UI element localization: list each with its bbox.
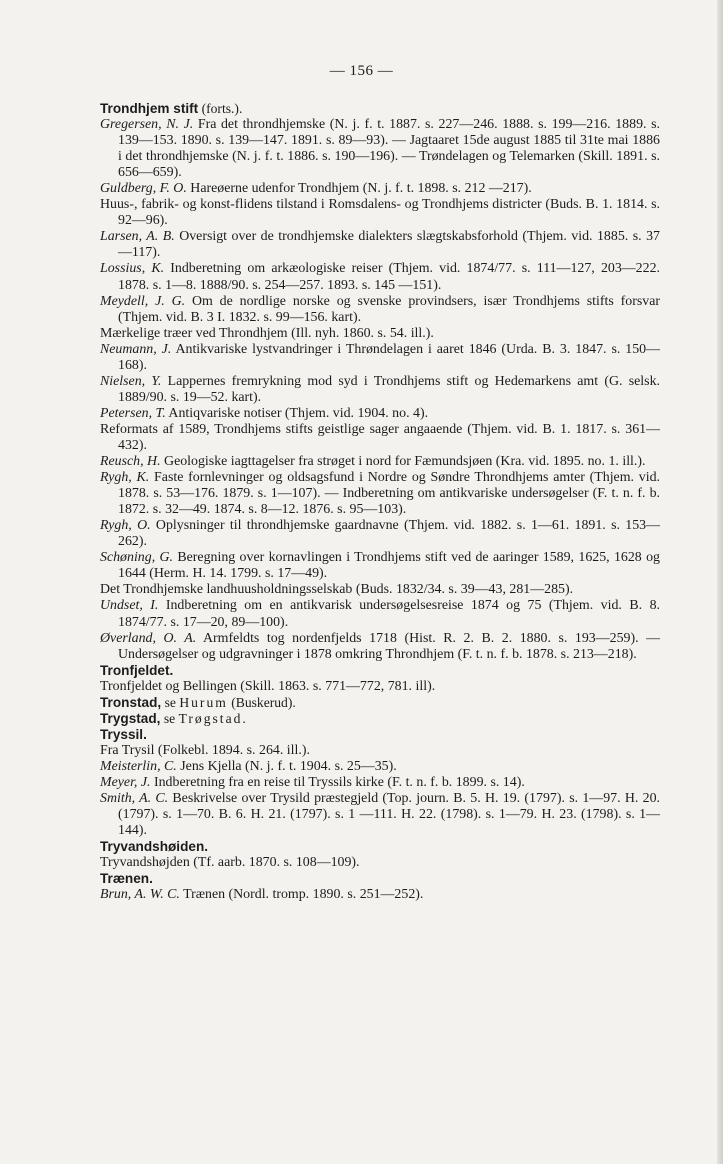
entry-author: Petersen, T.	[100, 405, 166, 421]
entry-text: Antiqvariske notiser (Thjem. vid. 1904. no. 4).	[165, 405, 429, 421]
bibliography-entry	[100, 631, 660, 663]
bibliography-entry	[100, 261, 660, 293]
heading-title: Trondhjem stift	[100, 101, 199, 116]
bibliography-entry	[100, 406, 660, 422]
bibliography-entry	[100, 181, 660, 197]
entry-author: Meydell, J. G.	[100, 293, 186, 309]
entry-text: Hareøerne udenfor Trondhjem (N. j. f. t. 1898. s. 212 —217).	[186, 181, 532, 197]
entry-text: Tronfjeldet og Bellingen (Skill. 1863. s. 771—772, 781. ill).	[100, 678, 436, 694]
entry-text: Beskrivelse over Trysild præstegjeld (Top. journ. B. 5. H. 19. (1797). s. 1—97. H. 20. (1797). s. 1—70. B. 6. H. 21. (1797). s. 1 —111. H. 22. (1798). s. 1—79. H. 23. (1798). s. 1—144).	[118, 791, 660, 839]
entry-author: Gregersen, N. J.	[100, 117, 194, 133]
section-heading	[100, 101, 660, 117]
bibliography-entry	[100, 887, 660, 903]
entry-author: Rygh, O.	[100, 518, 151, 534]
entry-text: Indberetning fra en reise til Tryssils kirke (F. t. n. f. b. 1899. s. 14).	[150, 774, 525, 790]
heading-title: Tronfjeldet.	[100, 662, 174, 678]
entry-text: Armfeldts tog nordenfjelds 1718 (Hist. R. 2. B. 2. 1880. s. 193—259). — Undersøgelser og udgravninger i 1878 omkring Throndhjem (F. t. n. f. b. 1878. s. 213—218).	[118, 630, 661, 662]
entry-author: Larsen, A. B.	[100, 229, 175, 245]
cross-reference-region: (Buskerud).	[227, 694, 296, 710]
bibliography-entry	[100, 454, 660, 470]
bibliography-entry	[100, 117, 660, 181]
cross-reference-place: Trøgstad	[178, 710, 243, 726]
bibliography-entry	[100, 518, 660, 550]
bibliography-entry	[100, 759, 660, 775]
page-edge-shadow	[717, 0, 723, 1164]
entry-text: Indberetning om en antikvarisk undersøgelsesreise 1874 og 75 (Thjem. vid. B. 8. 1874/77. s. 17—20, 89—100).	[118, 598, 660, 630]
cross-reference-region: .	[242, 710, 246, 726]
entry-text: Faste fornlevninger og oldsagsfund i Nordre og Søndre Throndhjems amter (Thjem. vid. 1878. s. 53—176. 1879. s. 1—107). — Indberetning om antikvariske undersøgelser (F. t. n. f. b. 1872. s. 32—49. 1874. s. 8—12. 1876. s. 95—103).	[118, 470, 660, 518]
bibliography-entry	[100, 197, 660, 229]
entry-text: Reformats af 1589, Trondhjems stifts geistlige sager angaaende (Thjem. vid. B. 1. 1817. s. 361—432).	[100, 421, 660, 453]
entry-author: Meyer, J.	[100, 774, 151, 790]
bibliography-entry	[100, 342, 660, 374]
heading-title: Tryssil.	[100, 726, 147, 742]
entry-text: Huus-, fabrik- og konst-flidens tilstand i Romsdalens- og Trondhjems districter (Buds. B. 1. 1814. s. 92—96).	[100, 197, 660, 229]
entry-author: Undset, I.	[100, 598, 159, 614]
entry-author: Guldberg, F. O.	[100, 181, 187, 197]
bibliography-entry	[100, 775, 660, 791]
heading-continuation: se	[160, 710, 179, 726]
bibliography-entry	[100, 598, 660, 630]
entry-author: Rygh, K.	[100, 470, 150, 486]
entry-text: Beregning over kornavlingen i Trondhjems stift ved de aaringer 1589, 1625, 1628 og 1644 (Herm. H. 14. 1799. s. 17—49).	[118, 550, 660, 582]
bibliography-entry	[100, 582, 660, 598]
entry-author: Øverland, O. A.	[100, 630, 197, 646]
entry-author: Schøning, G.	[100, 550, 174, 566]
section-heading	[100, 663, 660, 679]
entry-author: Smith, A. C.	[100, 791, 169, 807]
entry-text: Tryvandshøjden (Tf. aarb. 1870. s. 108—109).	[100, 855, 360, 871]
bibliography-entry	[100, 422, 660, 454]
page-number: — 156 —	[329, 63, 394, 79]
bibliography-entry	[100, 326, 660, 342]
entry-text: Lappernes fremrykning mod syd i Trondhjems stift og Hedemarkens amt (G. selsk. 1889/90. s. 19—52. kart).	[118, 373, 660, 405]
section-heading	[100, 727, 660, 743]
bibliography-entry	[100, 550, 660, 582]
entry-text: Fra Trysil (Folkebl. 1894. s. 264. ill.).	[100, 742, 310, 758]
bibliography-entry	[100, 743, 660, 759]
entry-text: Geologiske iagttagelser fra strøget i nord for Fæmundsjøen (Kra. vid. 1895. no. 1. ill.).	[160, 454, 646, 470]
entry-text: Oversigt over de trondhjemske dialekters slægtskabsforhold (Thjem. vid. 1885. s. 37—117).	[118, 229, 660, 261]
heading-title: Trænen.	[100, 871, 153, 887]
entry-text: Jens Kjella (N. j. f. t. 1904. s. 25—35).	[176, 758, 397, 774]
entry-author: Meisterlin, C.	[100, 758, 177, 774]
bibliography-entry	[100, 679, 660, 695]
cross-reference-place: Hurum	[179, 694, 228, 710]
section-heading	[100, 871, 660, 887]
heading-continuation: se	[161, 694, 180, 710]
section-heading	[100, 711, 660, 727]
entry-text: Antikvariske lystvandringer i Thrøndelagen i aaret 1846 (Urda. B. 3. 1847. s. 150—168).	[118, 341, 660, 373]
bibliography-text	[100, 101, 660, 903]
entry-text: Mærkelige træer ved Throndhjem (Ill. nyh. 1860. s. 54. ill.).	[100, 325, 434, 341]
entry-author: Nielsen, Y.	[100, 373, 162, 389]
entry-author: Reusch, H.	[100, 454, 161, 470]
entry-text: Trænen (Nordl. tromp. 1890. s. 251—252).	[179, 887, 424, 903]
bibliography-entry	[100, 855, 660, 871]
entry-text: Det Trondhjemske landhuusholdningsselskab (Buds. 1832/34. s. 39—43, 281—285).	[100, 582, 574, 598]
heading-title: Tryvandshøiden.	[100, 839, 209, 855]
entry-text: Oplysninger til throndhjemske gaardnavne (Thjem. vid. 1882. s. 1—61. 1891. s. 153—262).	[118, 518, 660, 550]
bibliography-entry	[100, 374, 660, 406]
heading-continuation: (forts.).	[198, 101, 243, 116]
heading-title: Trygstad,	[100, 710, 161, 726]
entry-text: Om de nordlige norske og svenske provindsers, især Trondhjems stifts forsvar (Thjem. vid. B. 3 I. 1832. s. 99—156. kart).	[118, 293, 660, 325]
bibliography-entry	[100, 791, 660, 839]
heading-title: Tronstad,	[100, 694, 162, 710]
entry-author: Neumann, J.	[100, 341, 172, 357]
section-heading	[100, 839, 660, 855]
section-heading	[100, 695, 660, 711]
entry-author: Lossius, K.	[100, 261, 165, 277]
entry-author: Brun, A. W. C.	[100, 887, 180, 903]
entry-text: Fra det throndhjemske (N. j. f. t. 1887. s. 227—246. 1888. s. 199—216. 1889. s. 139—153. 1890. s. 139—147. 1891. s. 89—93). — Jagtaaret 15de august 1885 til 31te mai 1886 i det throndhjemske (N. j. f. t. 1886. s. 190—196). — Trøndelagen og Telemarken (Skill. 1891. s. 656—659).	[118, 117, 660, 181]
bibliography-entry	[100, 470, 660, 518]
bibliography-entry	[100, 229, 660, 261]
bibliography-entry	[100, 294, 660, 326]
entry-text: Indberetning om arkæologiske reiser (Thjem. vid. 1874/77. s. 111—127, 203—222. 1878. s. 1—8. 1888/90. s. 254—257. 1893. s. 145 —151).	[118, 261, 660, 293]
